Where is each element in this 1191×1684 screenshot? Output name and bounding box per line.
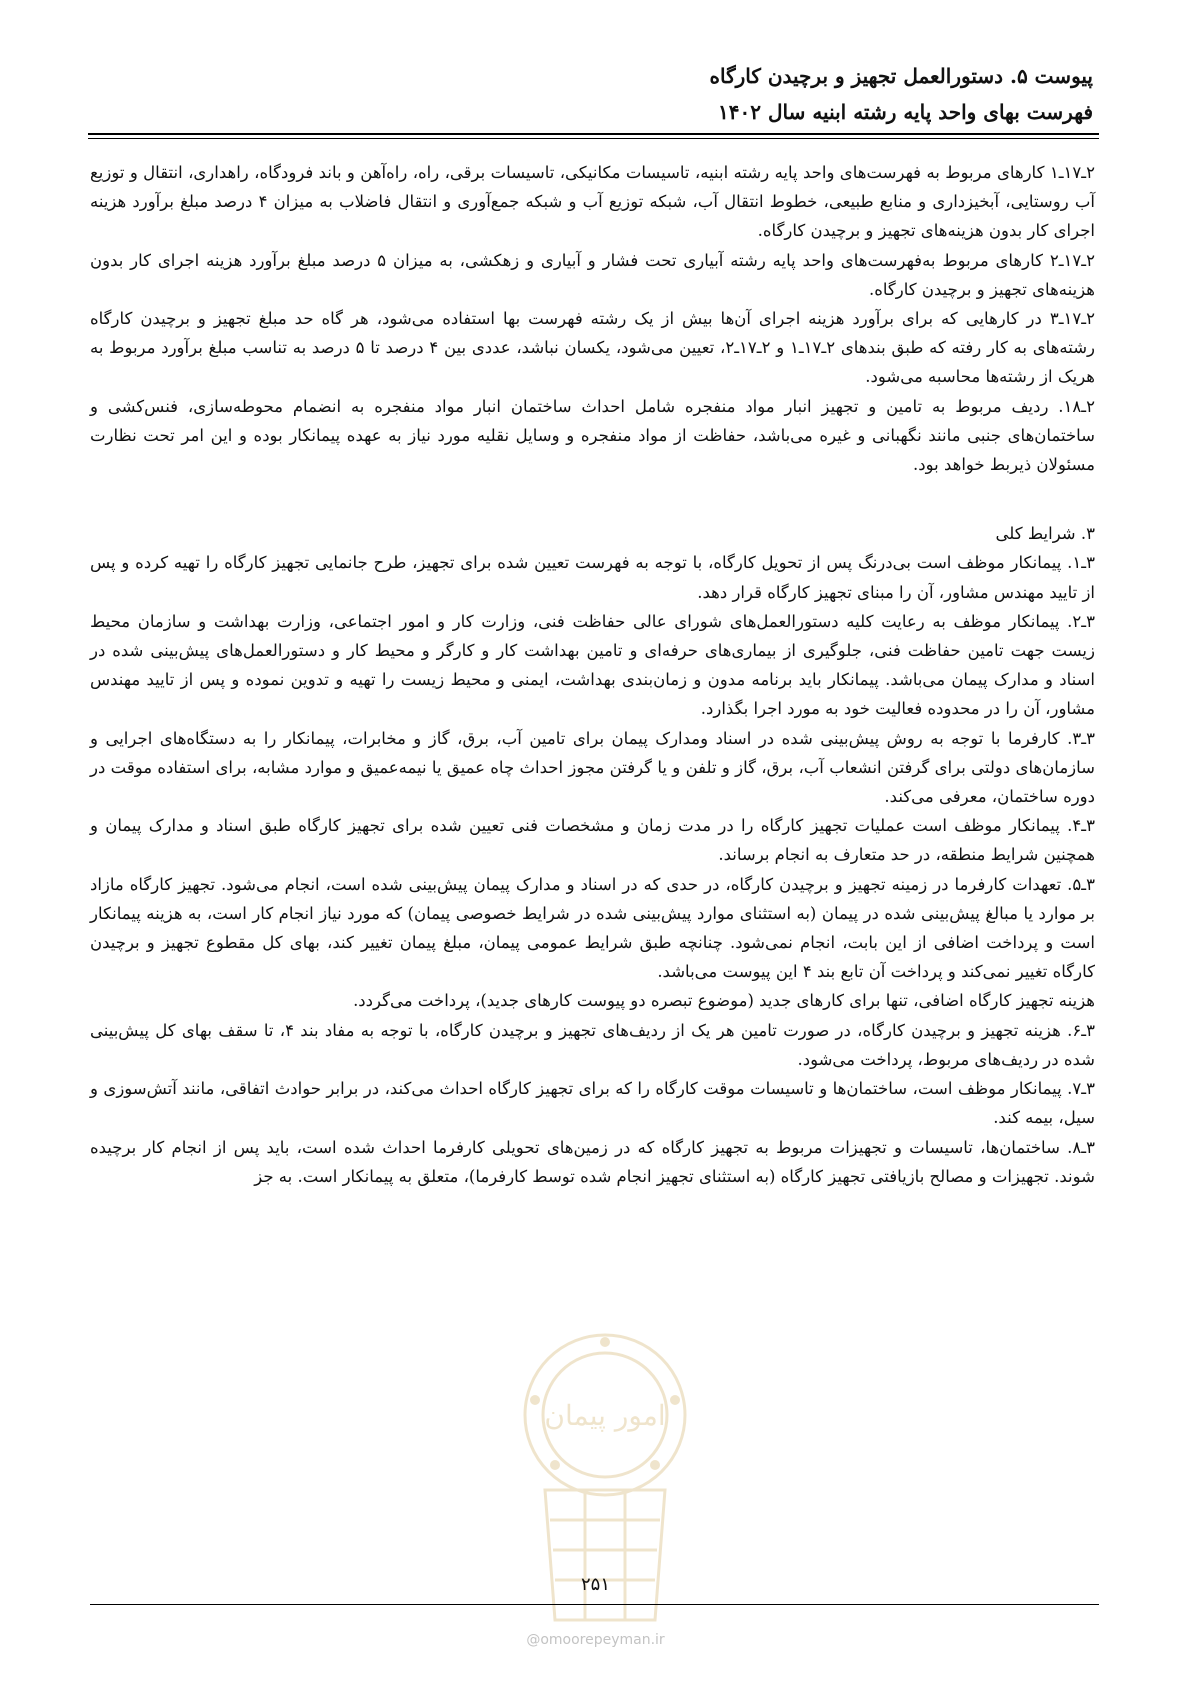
paragraph-3-5-note: هزینه تجهیز کارگاه اضافی، تنها برای کارهای جدید (موضوع تبصره دو پیوست کارهای جدید)، پرداخت می‌گردد. [353,991,1095,1011]
header-rule-thick [88,133,1099,135]
paragraph-3-2: ۳ـ۲. پیمانکار موظف به رعایت کلیه دستورالعمل‌های شورای عالی حفاظت فنی، وزارت کار و امور اجتماعی، وزارت بهداشت و سازمان محیط زیست جهت تامین حفاظت فنی، جلوگیری از بیماری‌های حرفه‌ای و تامین بهداشت کار و کارگر و محیط کار و دستورالعمل‌های پیش‌بینی شده در اسناد و مدارک پیمان می‌باشد. پیمانکار باید برنامه مدون و زمان‌بندی بهداشت، ایمنی و محیط زیست را تهیه و تدوین نموده و پس از تایید مهندس مشاور، آن را در محدوده فعالیت خود به مورد اجرا بگذارد. [90,611,1095,719]
section-heading-3: ۳. شرایط کلی [995,524,1095,544]
body-text [90,158,1095,1191]
paragraph-2-17-3: ۲ـ۱۷ـ۳ در کارهایی که برای برآورد هزینه اجرای آن‌ها بیش از یک رشته فهرست بها استفاده می‌شود، هر گاه حد مبلغ تجهیز و برچیدن کارگاه رشته‌های به کار رفته که طبق بندهای ۲ـ۱۷ـ۱ و ۲ـ۱۷ـ۲، تعیین می‌شود، یکسان نباشد، عددی بین ۴ درصد تا ۵ درصد به تناسب مبلغ برآورد مربوط به هریک از رشته‌ها محاسبه می‌شود. [90,309,1095,387]
paragraph-3-1: ۳ـ۱. پیمانکار موظف است بی‌درنگ پس از تحویل کارگاه، با توجه به فهرست تعیین شده برای تجهیز، طرح جانمایی تجهیز کارگاه را تهیه کرده و پس از تایید مهندس مشاور، آن را مبنای تجهیز کارگاه قرار دهد. [90,553,1095,602]
header-rule-thin [88,138,1099,139]
page-header [710,58,1094,130]
header-title: پیوست ۵. دستورالعمل تجهیز و برچیدن کارگاه [709,64,1093,88]
paragraph-3-8: ۳ـ۸. ساختمان‌ها، تاسیسات و تجهیزات مربوط به تجهیز کارگاه که در زمین‌های تحویلی کارفرما احداث شده است، باید پس از انجام کار برچیده شوند. تجهیزات و مصالح بازیافتی تجهیز کارگاه (به استثنای تجهیز انجام شده توسط کارفرما)، متعلق به پیمانکار است. به جز [90,1137,1095,1186]
paragraph-2-17-2: ۲ـ۱۷ـ۲ کارهای مربوط به‌فهرست‌های واحد پایه رشته آبیاری تحت فشار و آبیاری و زهکشی، به میزان ۵ درصد مبلغ برآورد هزینه اجرای کار بدون هزینه‌های تجهیز و برچیدن کارگاه. [90,250,1095,299]
watermark-text: امور پیمان [544,1399,666,1432]
paragraph-3-6: ۳ـ۶. هزینه تجهیز و برچیدن کارگاه، در صورت تامین هر یک از ردیف‌های تجهیز و برچیدن کارگاه، با توجه به مفاد بند ۴، تا سقف بهای کل پیش‌بینی شده در ردیف‌های مربوط، پرداخت می‌شود. [90,1020,1095,1069]
footer-site-handle[interactable]: @omoorepeyman.ir [526,1632,665,1648]
page-number: ۲۵۱ [580,1574,610,1595]
paragraph-3-7: ۳ـ۷. پیمانکار موظف است، ساختمان‌ها و تاسیسات موقت کارگاه را که برای تجهیز کارگاه احداث می‌کند، در برابر حوادث اتفاقی، مانند آتش‌سوزی و سیل، بیمه کند. [90,1079,1095,1128]
paragraph-3-3: ۳ـ۳. کارفرما با توجه به روش پیش‌بینی شده در اسناد ومدارک پیمان برای تامین آب، برق، گاز و مخابرات، پیمانکار را به دستگاه‌های اجرایی و سازمان‌های دولتی برای گرفتن انشعاب آب، برق، گاز و تلفن و یا گرفتن مجوز احداث چاه عمیق یا نیمه‌عمیق و موارد مشابه، برای استفاده موقت در دوره ساختمان، معرفی می‌کند. [90,728,1095,807]
paragraph-2-17-1: ۲ـ۱۷ـ۱ کارهای مربوط به فهرست‌های واحد پایه رشته ابنیه، تاسیسات مکانیکی، تاسیسات برقی، راه، راه‌آهن و باند فرودگاه، راهداری، انتقال و توزیع آب روستایی، آبخیزداری و منابع طبیعی، خطوط انتقال آب، شبکه توزیع آب و شبکه جمع‌آوری و انتقال فاضلاب به میزان ۴ درصد مبلغ برآورد هزینه اجرای کار بدون هزینه‌های تجهیز و برچیدن کارگاه. [90,163,1095,241]
footer-rule [90,1604,1099,1605]
paragraph-3-5: ۳ـ۵. تعهدات کارفرما در زمینه تجهیز و برچیدن کارگاه، در حدی که در اسناد و مدارک پیمان پیش‌بینی شده است، انجام می‌شود. تجهیز کارگاه مازاد بر موارد یا مبالغ پیش‌بینی شده در پیمان (به استثنای موارد پیش‌بینی شده در شرایط خصوصی پیمان) که مورد نیاز انجام کار است، به هزینه پیمانکار است و پرداخت اضافی از این بابت، انجام نمی‌شود. چنانچه طبق شرایط عمومی پیمان، مبلغ پیمان تغییر کند، بهای کل مقطوع تجهیز و برچیدن کارگاه تغییر نمی‌کند و پرداخت آن تابع بند ۴ این پیوست می‌باشد. [90,874,1095,982]
section-gap [90,479,1095,519]
paragraph-3-4: ۳ـ۴. پیمانکار موظف است عملیات تجهیز کارگاه را در مدت زمان و مشخصات فنی تعیین شده برای تجهیز کارگاه طبق اسناد و مدارک پیمان و همچنین شرایط منطقه، در حد متعارف به انجام برساند. [90,816,1095,865]
header-subtitle: فهرست بهای واحد پایه رشته ابنیه سال ۱۴۰۲ [718,100,1093,124]
paragraph-2-18: ۲ـ۱۸. ردیف مربوط به تامین و تجهیز انبار مواد منفجره شامل احداث ساختمان انبار مواد منفجره به انضمام محوطه‌سازی، فنس‌کشی و ساختمان‌های جنبی مانند نگهبانی و غیره می‌باشد، حفاظت از مواد منفجره و وسایل نقلیه مورد نیاز به عهده پیمانکار بوده و این امر تحت نظارت مسئولان ذیربط خواهد بود. [90,396,1095,475]
